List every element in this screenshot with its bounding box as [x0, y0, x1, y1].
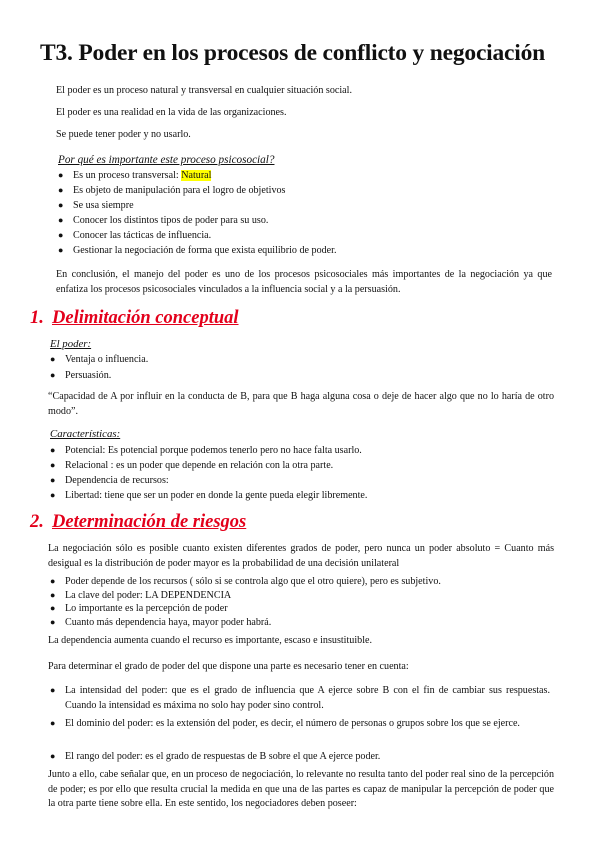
section-label: Delimitación conceptual — [52, 308, 239, 328]
bullet-icon: ● — [50, 445, 56, 455]
bullet-icon: ● — [50, 751, 56, 761]
power-factors-list — [50, 683, 550, 765]
list-item — [50, 574, 550, 588]
bullet-icon: ● — [50, 603, 56, 613]
list-item — [58, 183, 558, 198]
bullet-icon: ● — [58, 200, 64, 210]
list-item — [58, 213, 558, 228]
conclusion-paragraph: En conclusión, el manejo del poder es uno de los procesos psicosociales más importantes de la negociación ya que enfatiza los procesos psicosociales vinculados a la influencia social y a la persuasión. — [56, 269, 552, 295]
bullet-icon: ● — [50, 354, 56, 364]
why-heading: Por qué es importante este proceso psicosocial? — [58, 154, 275, 166]
list-item — [50, 488, 550, 503]
list-item-text: Es un proceso transversal: — [73, 170, 182, 181]
list-item — [50, 588, 550, 602]
bullet-icon: ● — [50, 460, 56, 470]
intro-paragraph-1: El poder es un proceso natural y transversal en cualquier situación social. — [56, 85, 352, 96]
bullet-icon: ● — [58, 245, 64, 255]
intro-paragraph-3: Se puede tener poder y no usarlo. — [56, 129, 191, 140]
list-item-text: La intensidad del poder: que es el grado de influencia que A ejerce sobre B con el fin de cambiar sus respuestas. Cuando la intensidad es máxima no solo hay poder sino control. — [65, 685, 550, 711]
list-item — [50, 683, 550, 713]
list-item — [58, 228, 558, 243]
list-item — [58, 168, 558, 183]
section-number: 1. — [30, 308, 44, 328]
section-number: 2. — [30, 512, 44, 532]
list-item — [50, 443, 550, 458]
list-item — [50, 352, 550, 368]
section-2-paragraph-4: Junto a ello, cabe señalar que, en un proceso de negociación, lo relevante no resulta tanto del poder real sino de la percepción de poder; es por ello que resulta crucial la medida en que una de las partes es capaz de manipular la percepción de poder que la otra parte tiene sobre ella. En este sentido, los negociadores deben poseer: — [48, 769, 554, 809]
section-label: Determinación de riesgos — [52, 512, 247, 532]
list-item-text: Lo importante es la percepción de poder — [65, 603, 228, 614]
bullet-icon: ● — [50, 370, 56, 380]
dependencia-list — [50, 574, 550, 628]
list-item-text: Conocer los distintos tipos de poder para su uso. — [73, 215, 269, 226]
list-item — [50, 716, 550, 746]
highlighted-text: Natural — [181, 170, 212, 181]
section-2-paragraph-2: La dependencia aumenta cuando el recurso es importante, escaso e insustituible. — [48, 635, 373, 646]
list-item — [50, 749, 550, 765]
list-item-text: Dependencia de recursos: — [65, 475, 169, 486]
caracteristicas-heading: Características: — [50, 428, 121, 440]
list-item — [50, 615, 550, 629]
page-title: T3. Poder en los procesos de conflicto y negociación — [40, 40, 546, 66]
bullet-icon: ● — [50, 475, 56, 485]
bullet-icon: ● — [50, 490, 56, 500]
bullet-icon: ● — [50, 718, 56, 728]
section-1-heading — [30, 308, 239, 329]
list-item — [50, 458, 550, 473]
bullet-icon: ● — [50, 576, 56, 586]
definition-quote: “Capacidad de A por influir en la conducta de B, para que B haga alguna cosa o deje de hacer algo que no lo haría de otro modo”. — [48, 391, 554, 417]
list-item — [58, 243, 558, 258]
section-2-paragraph-3: Para determinar el grado de poder del que dispone una parte es necesario tener en cuenta: — [48, 661, 409, 672]
poder-heading: El poder: — [50, 338, 92, 350]
list-item-text: Potencial: Es potencial porque podemos tenerlo pero no hace falta usarlo. — [65, 445, 362, 456]
bullet-icon: ● — [50, 589, 56, 600]
list-item-text: Ventaja o influencia. — [65, 354, 149, 365]
caracteristicas-list — [50, 443, 550, 503]
section-2-heading — [30, 512, 246, 533]
list-item — [50, 368, 550, 384]
list-item-text: Cuanto más dependencia haya, mayor poder habrá. — [65, 616, 272, 628]
list-item — [50, 601, 550, 615]
list-item-text: Es objeto de manipulación para el logro de objetivos — [73, 185, 286, 196]
list-item-text: Conocer las tácticas de influencia. — [73, 230, 212, 241]
bullet-icon: ● — [50, 616, 56, 627]
intro-paragraph-2: El poder es una realidad en la vida de las organizaciones. — [56, 107, 287, 118]
list-item-text: El dominio del poder: es la extensión del poder, es decir, el número de personas o grupos sobre los que se ejerce. — [65, 718, 520, 729]
bullet-icon: ● — [58, 230, 64, 240]
bullet-icon: ● — [50, 685, 56, 695]
list-item-text: El rango del poder: es el grado de respuestas de B sobre el que A ejerce poder. — [65, 751, 381, 762]
why-list — [58, 168, 558, 258]
list-item-text: Se usa siempre — [73, 200, 134, 211]
list-item-text: La clave del poder: LA DEPENDENCIA — [65, 589, 232, 601]
bullet-icon: ● — [58, 215, 64, 225]
list-item-text: Libertad: tiene que ser un poder en donde la gente pueda elegir libremente. — [65, 490, 368, 501]
list-item — [58, 198, 558, 213]
list-item-text: Relacional : es un poder que depende en relación con la otra parte. — [65, 460, 334, 471]
list-item-text: Persuasión. — [65, 370, 112, 381]
list-item — [50, 473, 550, 488]
list-item-text: Gestionar la negociación de forma que exista equilibrio de poder. — [73, 245, 337, 256]
bullet-icon: ● — [58, 170, 64, 180]
bullet-icon: ● — [58, 185, 64, 195]
poder-list — [50, 352, 550, 384]
section-2-paragraph-1: La negociación sólo es posible cuanto existen diferentes grados de poder, pero nunca un poder absoluto = Cuanto más desigual es la distribución de poder mayor es la probabilidad de una decisión unilateral — [48, 543, 554, 569]
list-item-text: Poder depende de los recursos ( sólo si se controla algo que el otro quiere), pero es subjetivo. — [65, 576, 441, 587]
